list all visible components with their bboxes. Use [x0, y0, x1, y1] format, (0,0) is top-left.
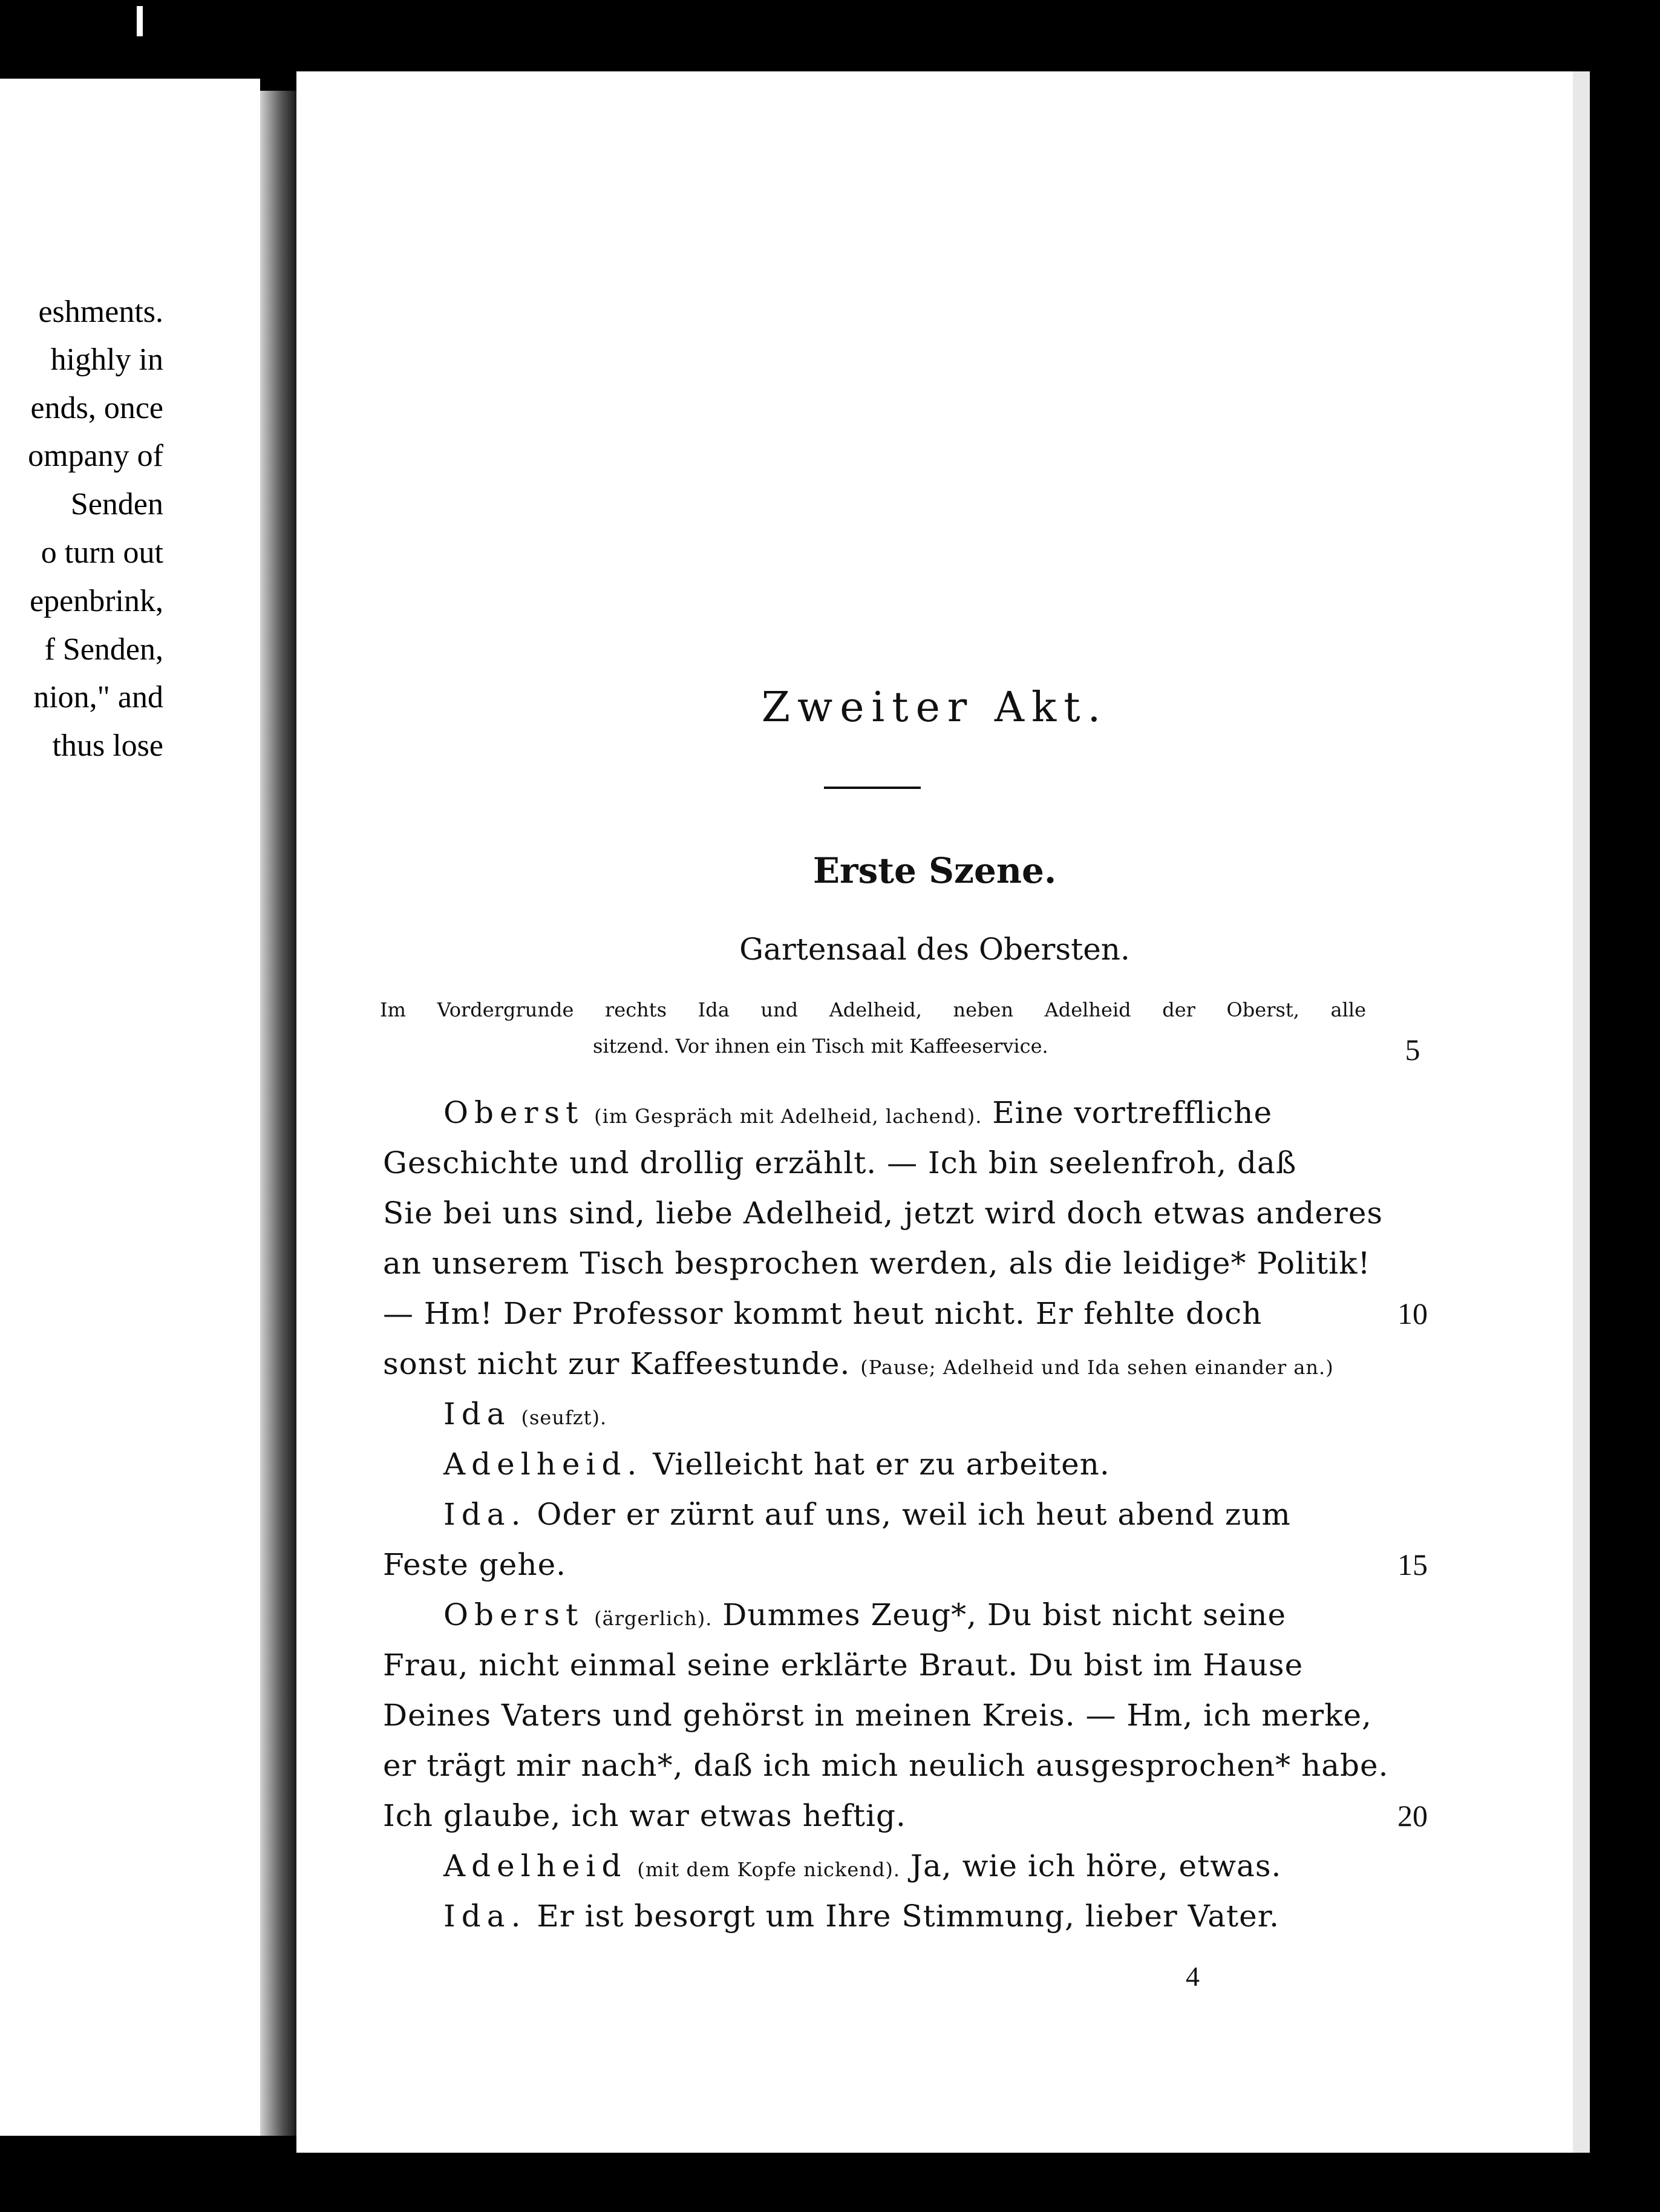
dialogue-text: Feste gehe.	[383, 1547, 567, 1582]
dialogue-line	[443, 1497, 1366, 1532]
page-edge	[1573, 71, 1590, 2153]
line-number: 15	[1397, 1548, 1428, 1582]
scene-setting: Gartensaal des Obersten.	[739, 932, 1130, 967]
dialogue-line	[443, 1396, 1366, 1432]
stage-direction-line: Im Vordergrunde rechts Ida und Adelheid, neben Adelheid der Oberst, alle	[380, 998, 1366, 1021]
left-page-line: ompany of	[28, 439, 163, 473]
dialogue-text: Eine vortreffliche	[992, 1095, 1273, 1130]
speaker-name: Adelheid	[443, 1848, 627, 1883]
speaker-name: Oberst	[443, 1095, 584, 1130]
speaker-name: Ida.	[443, 1497, 527, 1532]
left-page-line: ends, once	[30, 391, 163, 425]
dialogue-line	[383, 1346, 1366, 1381]
stage-note: (mit dem Kopfe nickend).	[637, 1858, 901, 1881]
left-page-line: f Senden,	[44, 632, 163, 667]
dialogue-line	[383, 1296, 1366, 1331]
dialogue-text: Vielleicht hat er zu arbeiten.	[653, 1447, 1110, 1482]
dialogue-line	[383, 1648, 1366, 1683]
stage-note: (im Gespräch mit Adelheid, lachend).	[594, 1105, 982, 1128]
left-page-line: o turn out	[41, 535, 163, 570]
book-gutter	[260, 91, 296, 2136]
dialogue-text: Ja, wie ich höre, etwas.	[910, 1848, 1282, 1883]
dialogue-line	[383, 1246, 1371, 1281]
dialogue-text: — Hm! Der Professor kommt heut nicht. Er fehlte doch	[383, 1296, 1263, 1331]
dialogue-line	[383, 1196, 1384, 1231]
line-number: 5	[1405, 1033, 1420, 1067]
left-page-line: highly in	[50, 342, 163, 377]
left-page-line: thus lose	[52, 728, 163, 763]
dialogue-line	[443, 1095, 1366, 1130]
speaker-name: Ida.	[443, 1899, 527, 1934]
dialogue-text: Er ist besorgt um Ihre Stimmung, lieber Vater.	[537, 1899, 1280, 1934]
stage-note: (seufzt).	[521, 1406, 607, 1429]
page-number: 4	[1186, 1961, 1200, 1992]
stage-direction-line: sitzend. Vor ihnen ein Tisch mit Kaffeeservice.	[593, 1035, 1048, 1058]
scan-artifact	[137, 6, 143, 36]
dialogue-line	[443, 1597, 1366, 1632]
dialogue-line	[443, 1447, 1366, 1482]
left-page	[0, 79, 260, 2136]
dialogue-text: er trägt mir nach*, daß ich mich neulich ausgesprochen* habe.	[383, 1748, 1389, 1783]
scene-title: Erste Szene.	[812, 850, 1057, 891]
dialogue-line	[383, 1547, 1366, 1582]
speaker-name: Oberst	[443, 1597, 584, 1632]
dialogue-text: Ich glaube, ich war etwas heftig.	[383, 1798, 906, 1833]
dialogue-line	[383, 1748, 1389, 1783]
dialogue-text: Sie bei uns sind, liebe Adelheid, jetzt wird doch etwas anderes	[383, 1196, 1384, 1231]
left-page-line: nion," and	[33, 680, 163, 715]
stage-note: (Pause; Adelheid und Ida sehen einander an.)	[860, 1356, 1334, 1379]
dialogue-text: Deines Vaters und gehörst in meinen Kreis. — Hm, ich merke,	[383, 1698, 1372, 1733]
dialogue-line	[383, 1798, 1366, 1833]
left-page-line: eshments.	[38, 295, 163, 329]
left-page-line: epenbrink,	[30, 584, 163, 618]
dialogue-line	[443, 1848, 1366, 1883]
title-rule	[824, 787, 921, 789]
dialogue-line	[383, 1145, 1366, 1180]
dialogue-text: Frau, nicht einmal seine erklärte Braut. Du bist im Hause	[383, 1648, 1304, 1683]
act-title: Zweiter Akt.	[761, 684, 1108, 731]
line-number: 20	[1397, 1799, 1428, 1833]
speaker-name: Adelheid.	[443, 1447, 643, 1482]
dialogue-text: Geschichte und drollig erzählt. — Ich bin seelenfroh, daß	[383, 1145, 1297, 1180]
dialogue-text: sonst nicht zur Kaffeestunde.	[383, 1346, 851, 1381]
left-page-line: Senden	[70, 487, 163, 522]
dialogue-line	[443, 1899, 1366, 1934]
speaker-name: Ida	[443, 1396, 511, 1432]
dialogue-line	[383, 1698, 1372, 1733]
dialogue-text: Dummes Zeug*, Du bist nicht seine	[722, 1597, 1287, 1632]
line-number: 10	[1397, 1297, 1428, 1330]
dialogue-text: Oder er zürnt auf uns, weil ich heut abend zum	[537, 1497, 1291, 1532]
stage-note: (ärgerlich).	[594, 1607, 713, 1630]
dialogue-text: an unserem Tisch besprochen werden, als die leidige* Politik!	[383, 1246, 1371, 1281]
